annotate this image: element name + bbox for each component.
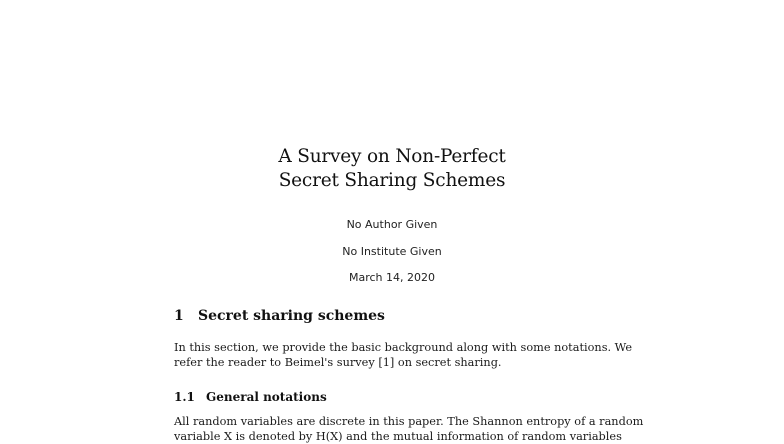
section-title: Secret sharing schemes <box>198 308 385 324</box>
paper-title-line-1: A Survey on Non-Perfect <box>0 145 784 169</box>
paragraph-line: In this section, we provide the basic background along with some notations. We <box>174 341 618 356</box>
subsection-1-1-paragraph <box>174 415 618 444</box>
author: No Author Given <box>0 218 784 232</box>
subsection-1-1-heading <box>174 389 327 405</box>
paragraph-line: All random variables are discrete in this paper. The Shannon entropy of a random <box>174 415 618 430</box>
section-number: 1 <box>174 307 198 325</box>
section-1-heading <box>174 307 385 325</box>
date: March 14, 2020 <box>0 271 784 285</box>
paragraph-line: refer the reader to Beimel's survey [1] on secret sharing. <box>174 356 618 371</box>
subsection-number: 1.1 <box>174 389 206 405</box>
section-1-paragraph <box>174 341 618 370</box>
paragraph-line: variable X is denoted by H(X) and the mutual information of random variables <box>174 430 618 444</box>
paper-title-line-2: Secret Sharing Schemes <box>0 169 784 193</box>
subsection-title: General notations <box>206 390 327 404</box>
institute: No Institute Given <box>0 245 784 259</box>
